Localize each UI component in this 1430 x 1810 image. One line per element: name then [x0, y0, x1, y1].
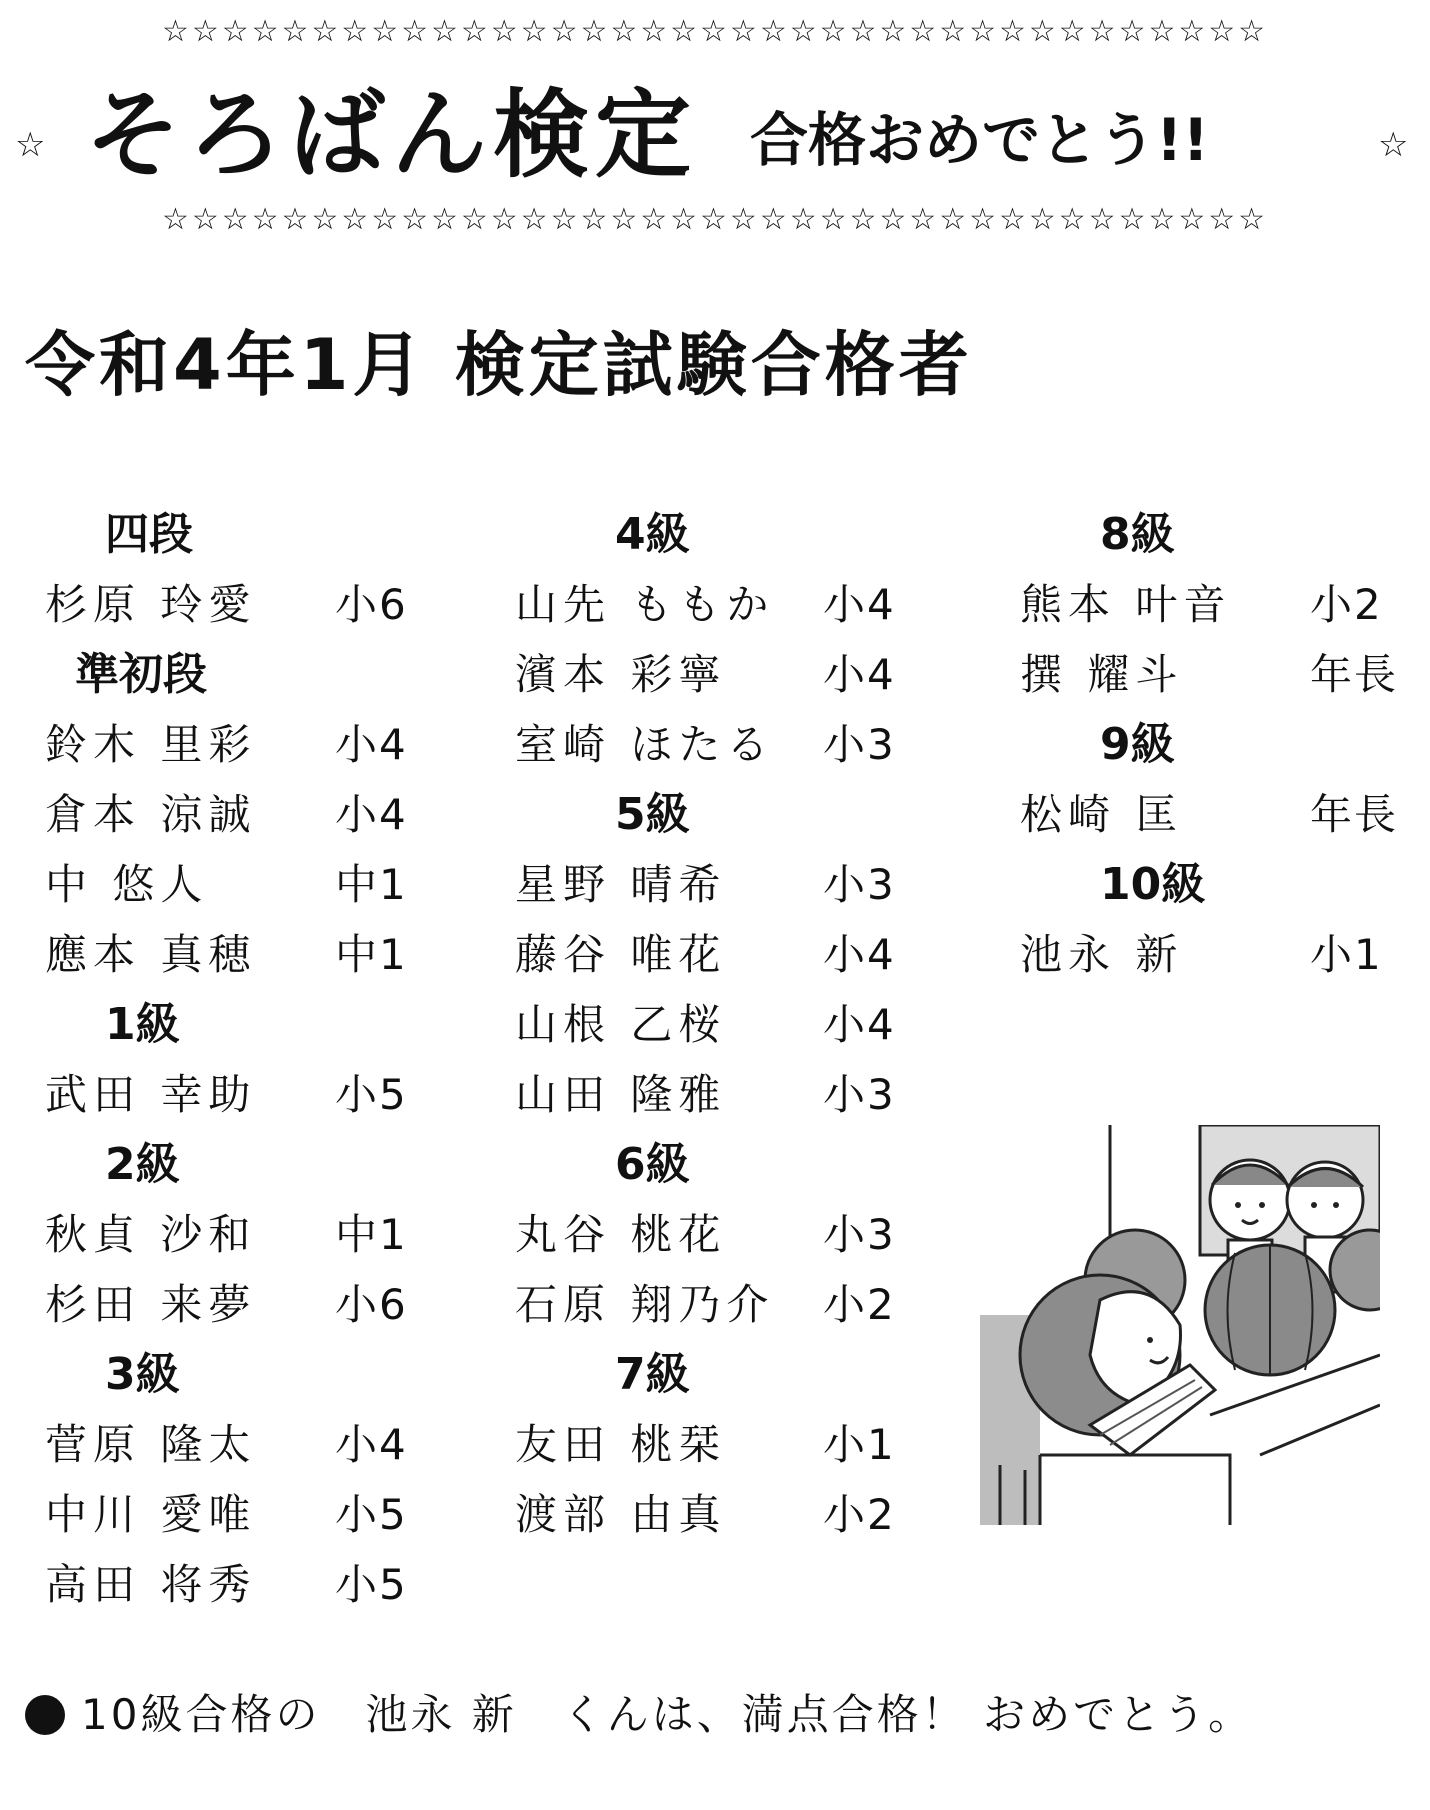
school-year: 小3 — [823, 1210, 896, 1259]
grade-heading: 3級 — [105, 1349, 180, 1400]
passer-row — [515, 850, 915, 920]
passer-name: 山先 ももか — [515, 580, 775, 629]
passer-row — [1020, 570, 1420, 640]
school-year: 中1 — [335, 860, 408, 909]
grade-heading: 10級 — [1100, 859, 1206, 910]
school-year: 年長 — [1310, 790, 1399, 839]
passer-row — [45, 920, 445, 990]
school-year: 小4 — [823, 650, 896, 699]
passer-row — [515, 920, 915, 990]
passer-name: 星野 晴希 — [515, 860, 727, 909]
passer-row — [515, 1060, 915, 1130]
grade-heading: 7級 — [615, 1349, 690, 1400]
passer-name: 池永 新 — [1020, 930, 1184, 979]
passer-name: 藤谷 唯花 — [515, 930, 727, 979]
school-year: 小3 — [823, 720, 896, 769]
passer-row — [45, 1060, 445, 1130]
passer-name: 友田 桃栞 — [515, 1420, 727, 1469]
school-year: 小3 — [823, 1070, 896, 1119]
results-column — [515, 500, 915, 1550]
school-year: 小1 — [823, 1420, 896, 1469]
passer-row — [45, 780, 445, 850]
school-year: 小6 — [335, 580, 408, 629]
passer-name: 菅原 隆太 — [45, 1420, 257, 1469]
passer-row — [515, 570, 915, 640]
passer-name: 渡部 由真 — [515, 1490, 727, 1539]
footer-note — [25, 1685, 1253, 1745]
passer-name: 應本 真穂 — [45, 930, 257, 979]
passer-name: 石原 翔乃介 — [515, 1280, 775, 1329]
top-star-border: ☆☆☆☆☆☆☆☆☆☆☆☆☆☆☆☆☆☆☆☆☆☆☆☆☆☆☆☆☆☆☆☆☆☆☆☆☆ — [161, 14, 1269, 49]
passer-row — [45, 1270, 445, 1340]
passer-name: 秋貞 沙和 — [45, 1210, 257, 1259]
passer-name: 松崎 匡 — [1020, 790, 1184, 839]
school-year: 小4 — [823, 580, 896, 629]
school-year: 小6 — [335, 1280, 408, 1329]
passer-row — [515, 1480, 915, 1550]
passer-name: 高田 将秀 — [45, 1560, 257, 1609]
school-year: 小2 — [823, 1490, 896, 1539]
passer-name: 鈴木 里彩 — [45, 720, 257, 769]
passer-name: 倉本 涼誠 — [45, 790, 257, 839]
results-column — [1020, 500, 1420, 990]
bullet-icon — [25, 1695, 65, 1735]
passer-row — [45, 710, 445, 780]
congratulations-subtitle: 合格おめでとう!! — [750, 106, 1209, 174]
school-year: 小5 — [335, 1490, 408, 1539]
passer-row — [515, 990, 915, 1060]
passer-row — [45, 1550, 445, 1620]
grade-heading: 四段 — [105, 509, 193, 560]
grade-heading: 4級 — [615, 509, 690, 560]
grade-heading: 1級 — [105, 999, 180, 1050]
school-year: 小2 — [823, 1280, 896, 1329]
grade-heading: 6級 — [615, 1139, 690, 1190]
passer-row — [515, 710, 915, 780]
passer-name: 山田 隆雅 — [515, 1070, 727, 1119]
school-year: 小5 — [335, 1070, 408, 1119]
right-star-icon: ☆ — [1378, 125, 1409, 165]
school-year: 小3 — [823, 860, 896, 909]
passer-row — [1020, 640, 1420, 710]
grade-heading: 8級 — [1100, 509, 1175, 560]
passer-row — [45, 1410, 445, 1480]
passer-name: 撰 耀斗 — [1020, 650, 1184, 699]
passer-name: 中 悠人 — [45, 860, 209, 909]
passer-name: 中川 愛唯 — [45, 1490, 257, 1539]
passer-row — [1020, 920, 1420, 990]
results-column — [45, 500, 445, 1620]
school-year: 小1 — [1310, 930, 1383, 979]
school-year: 年長 — [1310, 650, 1399, 699]
passer-name: 室崎 ほたる — [515, 720, 775, 769]
passer-name: 熊本 叶音 — [1020, 580, 1232, 629]
passer-row — [515, 640, 915, 710]
passer-row — [45, 1200, 445, 1270]
page-title: そろばん検定 — [85, 79, 697, 191]
passer-row — [515, 1200, 915, 1270]
passer-row — [45, 1480, 445, 1550]
section-heading: 令和4年1月 検定試験合格者 — [25, 324, 973, 406]
school-year: 小5 — [335, 1560, 408, 1609]
passer-name: 丸谷 桃花 — [515, 1210, 727, 1259]
school-year: 小4 — [823, 1000, 896, 1049]
passer-row — [45, 850, 445, 920]
school-year: 小2 — [1310, 580, 1383, 629]
grade-heading: 準初段 — [75, 649, 207, 700]
passer-name: 濱本 彩寧 — [515, 650, 727, 699]
bottom-star-border: ☆☆☆☆☆☆☆☆☆☆☆☆☆☆☆☆☆☆☆☆☆☆☆☆☆☆☆☆☆☆☆☆☆☆☆☆☆ — [161, 202, 1269, 237]
footer-note-text: 10級合格の 池永 新 くんは、満点合格！ おめでとう。 — [81, 1690, 1254, 1739]
school-year: 小4 — [823, 930, 896, 979]
passer-row — [515, 1410, 915, 1480]
school-year: 小4 — [335, 720, 408, 769]
passer-row — [45, 570, 445, 640]
passer-name: 杉原 玲愛 — [45, 580, 257, 629]
passer-row — [1020, 780, 1420, 850]
passer-name: 杉田 来夢 — [45, 1280, 257, 1329]
grade-heading: 9級 — [1100, 719, 1175, 770]
school-year: 小4 — [335, 790, 408, 839]
grade-heading: 2級 — [105, 1139, 180, 1190]
school-year: 小4 — [335, 1420, 408, 1469]
passer-name: 山根 乙桜 — [515, 1000, 727, 1049]
classroom-illustration — [980, 1125, 1380, 1525]
school-year: 中1 — [335, 930, 408, 979]
grade-heading: 5級 — [615, 789, 690, 840]
school-year: 中1 — [335, 1210, 408, 1259]
passer-row — [515, 1270, 915, 1340]
passer-name: 武田 幸助 — [45, 1070, 257, 1119]
left-star-icon: ☆ — [15, 125, 46, 165]
